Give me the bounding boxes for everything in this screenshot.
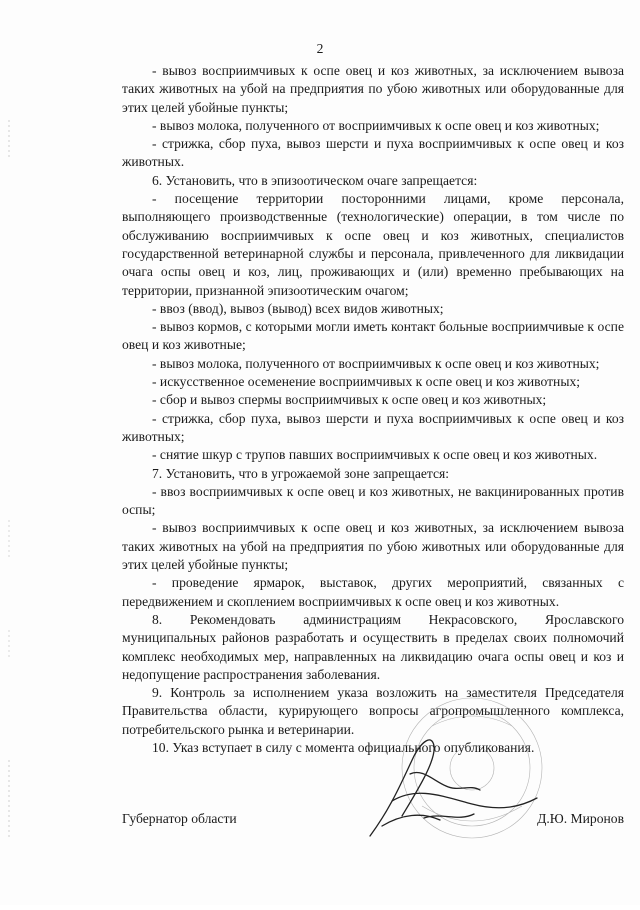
paragraph: - вывоз молока, полученного от восприимчивых к оспе овец и коз животных; xyxy=(152,355,600,371)
signatory-title: Губернатор области xyxy=(122,811,237,826)
paragraph: - снятие шкур с трупов павших восприимчивых к оспе овец и коз животных. xyxy=(152,447,598,463)
signatory-name: Д.Ю. Миронов xyxy=(537,811,624,826)
paragraph: 9. Контроль за исполнением указа возложить на заместителя Председателя Правительства области, курирующего вопросы агропромышленного комплекса, потребительского рынка и ветеринарии. xyxy=(122,685,624,737)
paragraph: - вывоз молока, полученного от восприимчивых к оспе овец и коз животных; xyxy=(152,117,600,133)
paragraph: - ввоз восприимчивых к оспе овец и коз животных, не вакцинированных против оспы; xyxy=(122,483,624,518)
paragraph: - вывоз восприимчивых к оспе овец и коз животных, за исключением вывоза таких животных на убой на предприятия по убою животных или оборудованные для этих целей убойные пункты; xyxy=(122,63,624,115)
paragraph: 10. Указ вступает в силу с момента официального опубликования. xyxy=(152,739,535,755)
paragraph: - ввоз (ввод), вывоз (вывод) всех видов животных; xyxy=(152,300,444,316)
paragraph: - сбор и вывоз спермы восприимчивых к оспе овец и коз животных; xyxy=(152,392,547,408)
paragraph: - проведение ярмарок, выставок, других мероприятий, связанных с передвижением и скоплением восприимчивых к оспе овец и коз животных. xyxy=(122,575,624,609)
page-number: 2 xyxy=(316,41,324,56)
paragraph: - вывоз восприимчивых к оспе овец и коз животных, за исключением вывоза таких животных на убой на предприятия по убою животных или оборудованные для этих целей убойные пункты; xyxy=(122,520,624,573)
signature-block xyxy=(122,810,624,830)
decree-body xyxy=(122,62,624,757)
paragraph: - вывоз кормов, с которыми могли иметь контакт больные восприимчивые к оспе овец и коз животные; xyxy=(122,319,624,353)
paragraph: 8. Рекомендовать администрациям Некрасовского, Ярославского муниципальных районов разработать и осуществить в пределах своих полномочий комплекс необходимых мер, направленных на ликвидацию очага оспы овец и коз и недопущение распространения заболевания. xyxy=(122,611,624,682)
scan-margin-marks xyxy=(6,0,12,905)
paragraph: - посещение территории посторонними лицами, кроме персонала, выполняющего производственные (технологические) операции, в том числе по обслуживанию восприимчивых к оспе овец и коз животных, специалистов государственной ветеринарной службы и персонала, привлеченного для ликвидации очага оспы овец и коз, лиц, проживающих и (или) временно пребывающих на территории, признанной эпизоотическим очагом; xyxy=(122,191,624,298)
paragraph: 6. Установить, что в эпизоотическом очаге запрещается: xyxy=(152,172,478,188)
paragraph: - стрижка, сбор пуха, вывоз шерсти и пуха восприимчивых к оспе овец и коз животных. xyxy=(122,136,624,170)
paragraph: - искусственное осеменение восприимчивых к оспе овец и коз животных; xyxy=(152,374,581,390)
paragraph: - стрижка, сбор пуха, вывоз шерсти и пуха восприимчивых к оспе овец и коз животных; xyxy=(122,410,624,444)
paragraph: 7. Установить, что в угрожаемой зоне запрещается: xyxy=(152,465,450,481)
